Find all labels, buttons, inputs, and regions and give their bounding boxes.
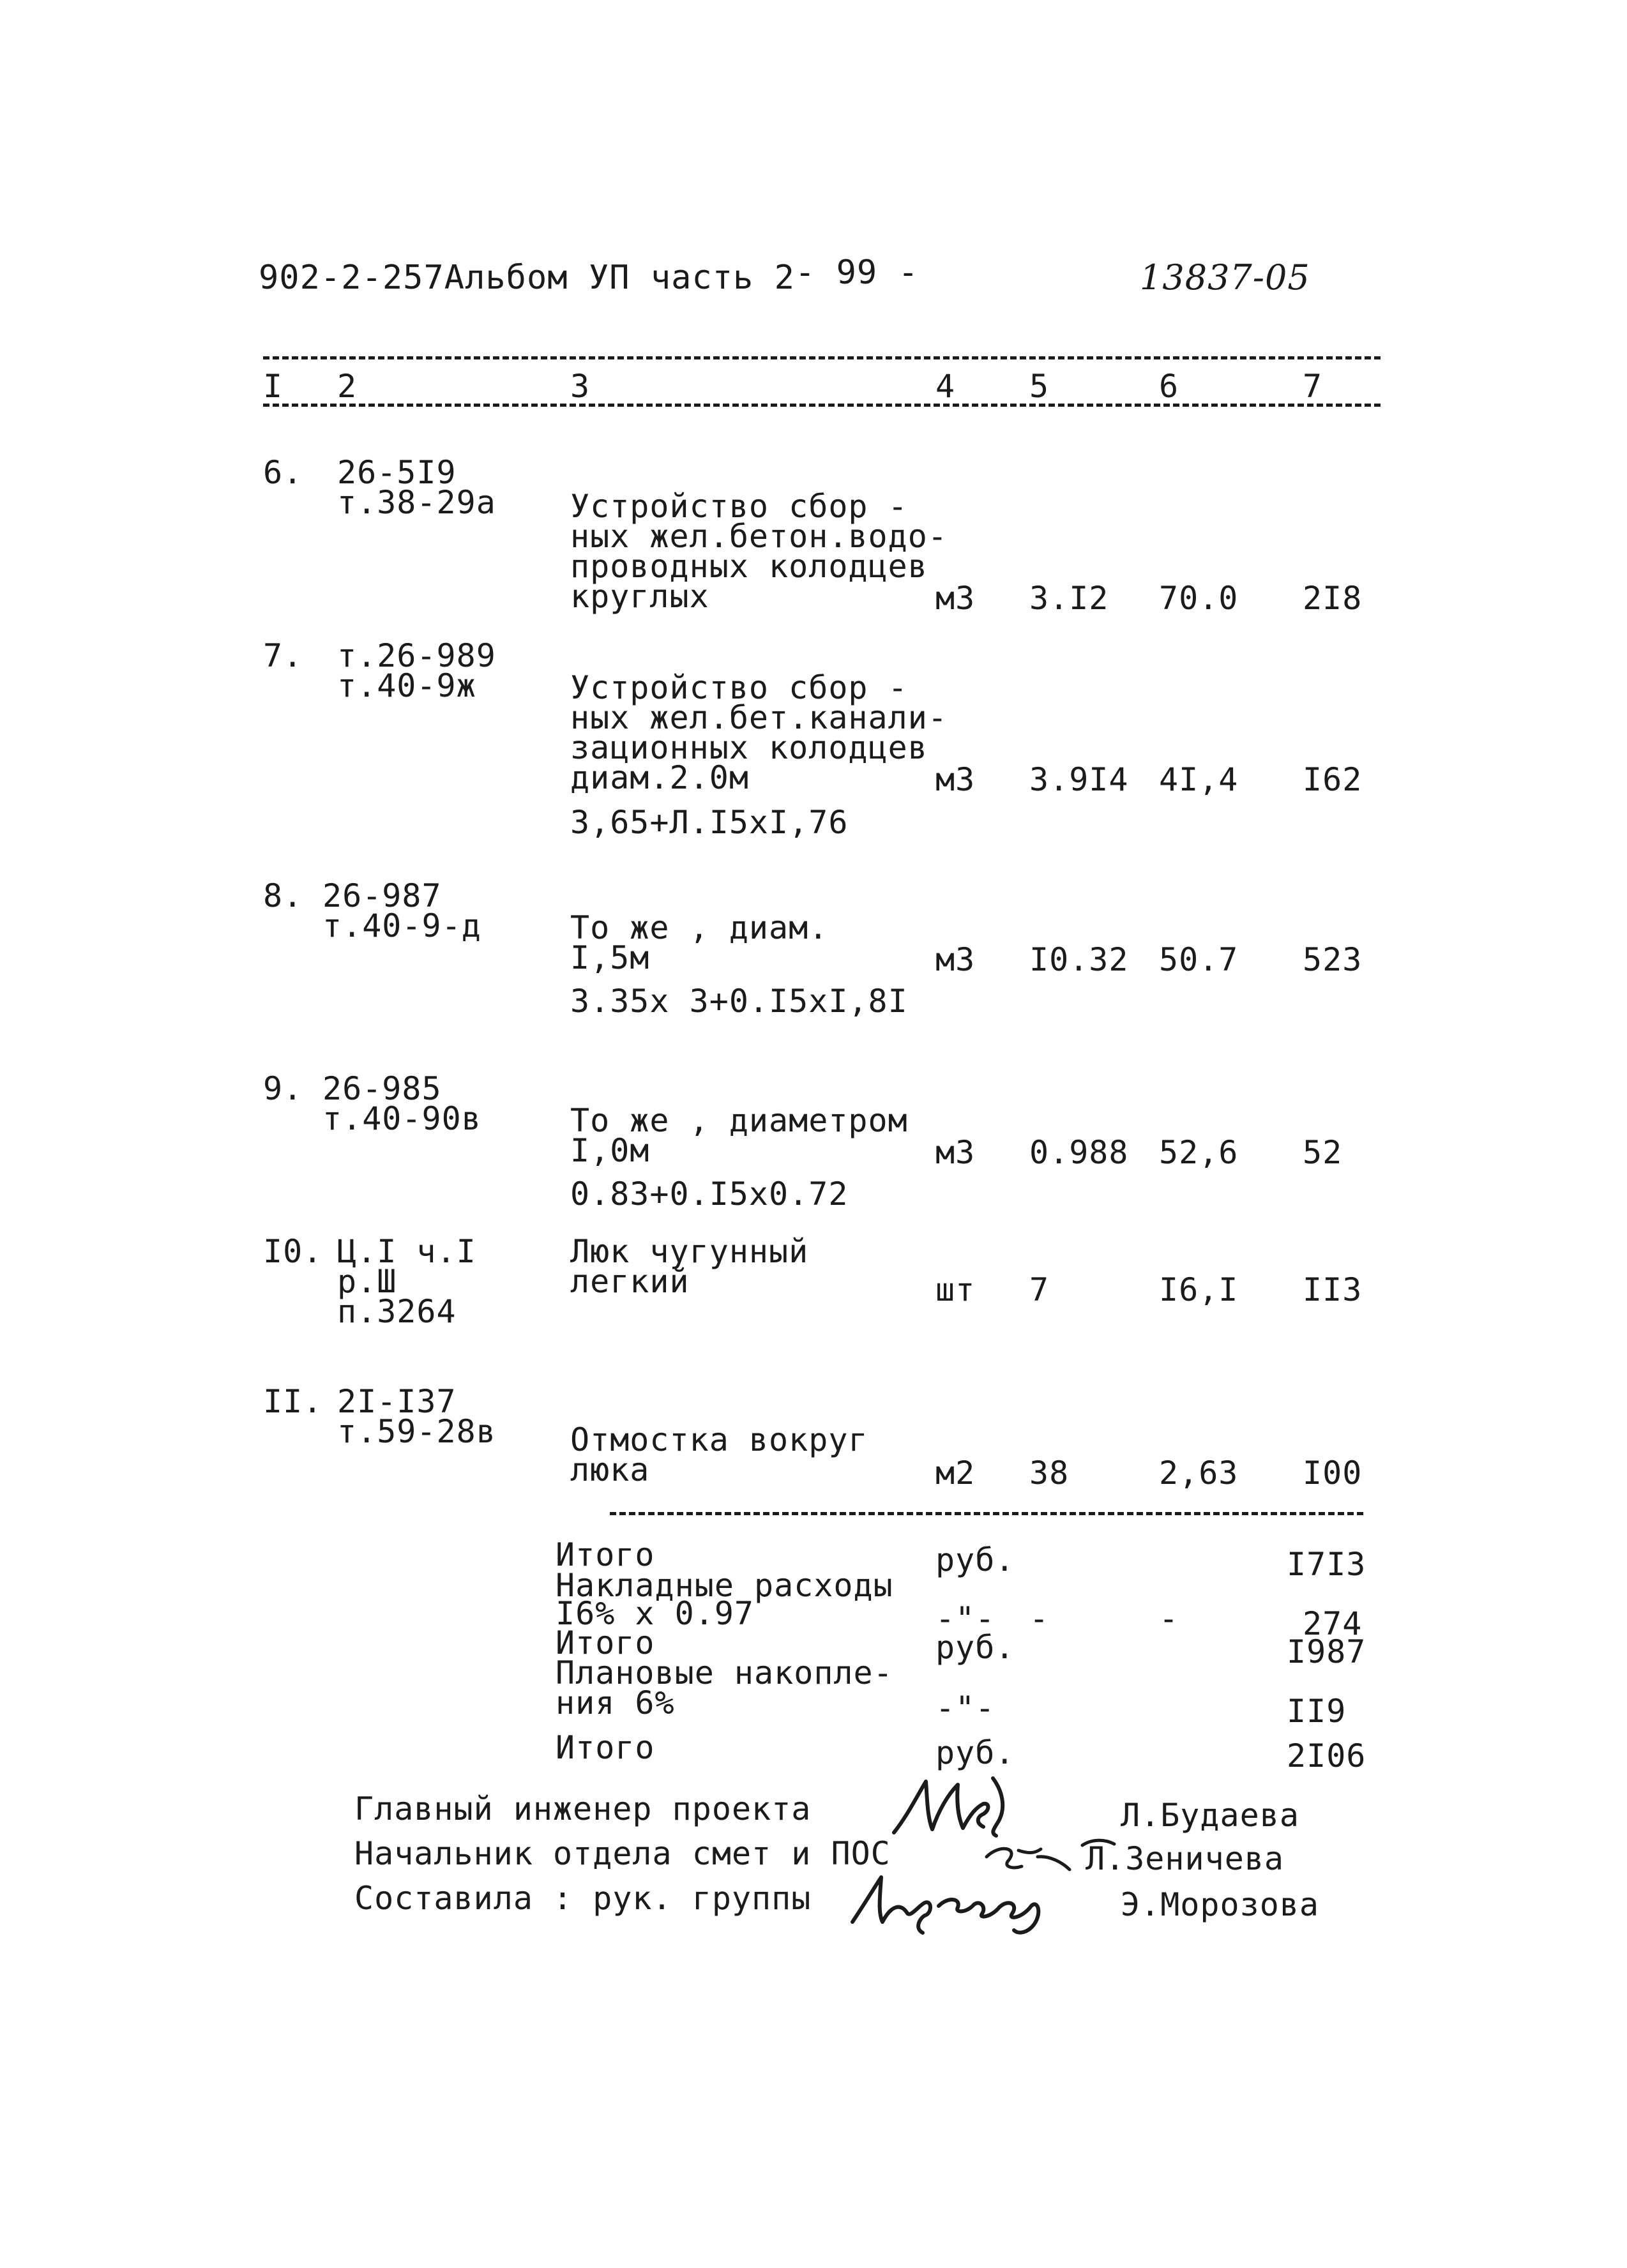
row-number: II. bbox=[263, 1383, 323, 1420]
row-number: 6. bbox=[263, 454, 303, 491]
col-header-7: 7 bbox=[1303, 368, 1323, 405]
row-description: Люк чугунный bbox=[570, 1233, 809, 1270]
col-header-2: 2 bbox=[337, 368, 358, 405]
row-quantity: I0.32 bbox=[1029, 941, 1129, 978]
row-code: Ц.I ч.I bbox=[337, 1233, 476, 1270]
row-quantity: 38 bbox=[1029, 1455, 1070, 1492]
row-number: I0. bbox=[263, 1233, 323, 1270]
signature-name: Л.Зеничева bbox=[1086, 1840, 1285, 1877]
row-quantity: 0.988 bbox=[1029, 1134, 1129, 1171]
row-formula: 3,65+Л.I5хI,76 bbox=[570, 804, 849, 841]
summary-quantity: - bbox=[1029, 1600, 1050, 1637]
row-total: I62 bbox=[1303, 761, 1363, 798]
summary-price: - bbox=[1159, 1600, 1179, 1637]
row-total: II3 bbox=[1303, 1271, 1363, 1308]
row-description: круглых bbox=[570, 578, 709, 615]
row-code: п.3264 bbox=[337, 1293, 457, 1330]
row-description: То же , диам. bbox=[570, 909, 829, 946]
summary-unit: руб. bbox=[935, 1629, 1015, 1666]
row-description: легкий bbox=[570, 1263, 690, 1300]
row-quantity: 7 bbox=[1029, 1271, 1050, 1308]
row-description: люка bbox=[570, 1451, 650, 1488]
header-bottom-rule bbox=[263, 404, 1381, 407]
row-price: 70.0 bbox=[1159, 580, 1239, 617]
col-header-3: 3 bbox=[570, 368, 591, 405]
row-price: 52,6 bbox=[1159, 1134, 1239, 1171]
summary-label: Плановые накопле- bbox=[556, 1654, 893, 1691]
summary-label: Итого bbox=[556, 1536, 655, 1573]
row-total: 2I8 bbox=[1303, 580, 1363, 617]
signature-name: Л.Будаева bbox=[1121, 1797, 1299, 1834]
row-price: 4I,4 bbox=[1159, 761, 1239, 798]
row-quantity: 3.9I4 bbox=[1029, 761, 1129, 798]
signature-position: Составила : рук. группы bbox=[354, 1880, 812, 1917]
summary-unit: руб. bbox=[935, 1541, 1015, 1578]
row-number: 9. bbox=[263, 1070, 303, 1107]
row-number: 7. bbox=[263, 637, 303, 674]
page-number: - 99 - bbox=[795, 253, 919, 292]
row-formula: 3.35х 3+0.I5хI,8I bbox=[570, 983, 908, 1020]
row-total: I00 bbox=[1303, 1455, 1363, 1492]
row-number: 8. bbox=[263, 877, 303, 914]
row-code: 26-5I9 bbox=[337, 454, 457, 491]
signature-position: Начальник отдела смет и ПОС bbox=[354, 1835, 891, 1872]
row-description: I,0м bbox=[570, 1132, 650, 1169]
row-code: 2I-I37 bbox=[337, 1383, 457, 1420]
row-description: зационных колодцев bbox=[570, 729, 928, 766]
signature-position: Главный инженер проекта bbox=[354, 1790, 812, 1827]
row-price: 50.7 bbox=[1159, 941, 1239, 978]
row-description: Отмостка вокруг bbox=[570, 1421, 868, 1458]
row-description: Устройство сбор - bbox=[570, 488, 908, 525]
col-header-1: I bbox=[263, 368, 284, 405]
row-price: 2,63 bbox=[1159, 1455, 1239, 1492]
row-description: Устройство сбор - bbox=[570, 669, 908, 706]
summary-label: ния 6% bbox=[556, 1684, 675, 1721]
stamp-number: 13837-05 bbox=[1140, 257, 1310, 298]
handwritten-signature-icon bbox=[843, 1868, 1060, 1938]
summary-total: 274 bbox=[1303, 1605, 1363, 1642]
col-header-4: 4 bbox=[935, 368, 956, 405]
row-code: 26-985 bbox=[322, 1070, 442, 1107]
row-code: т.40-9ж bbox=[337, 667, 476, 704]
summary-unit: -"- bbox=[935, 1600, 995, 1637]
row-unit: м3 bbox=[935, 941, 976, 978]
row-description: То же , диаметром bbox=[570, 1102, 908, 1139]
row-total: 523 bbox=[1303, 941, 1363, 978]
row-unit: шт bbox=[935, 1271, 976, 1308]
row-code: т.26-989 bbox=[337, 637, 496, 674]
row-quantity: 3.I2 bbox=[1029, 580, 1109, 617]
header-top-rule bbox=[263, 356, 1381, 359]
row-unit: м2 bbox=[935, 1455, 976, 1492]
summary-label: Итого bbox=[556, 1729, 655, 1766]
row-code: 26-987 bbox=[322, 877, 442, 914]
row-description: диам.2.0м bbox=[570, 759, 749, 796]
summary-total: I987 bbox=[1287, 1633, 1366, 1670]
row-description: ных жел.бет.канали- bbox=[570, 699, 948, 736]
row-code: р.Ш bbox=[337, 1263, 397, 1300]
row-unit: м3 bbox=[935, 580, 976, 617]
row-formula: 0.83+0.I5х0.72 bbox=[570, 1176, 849, 1213]
row-description: ных жел.бетон.водо- bbox=[570, 518, 948, 555]
row-description: I,5м bbox=[570, 939, 650, 976]
row-unit: м3 bbox=[935, 761, 976, 798]
row-code: т.40-90в bbox=[322, 1100, 481, 1137]
document-code: 902-2-257Альбом УП часть 2 bbox=[259, 259, 795, 297]
row-price: I6,I bbox=[1159, 1271, 1239, 1308]
summary-unit: -"- bbox=[935, 1690, 995, 1727]
col-header-5: 5 bbox=[1029, 368, 1050, 405]
row-description: проводных колодцев bbox=[570, 548, 928, 585]
summary-label: Накладные расходы bbox=[556, 1567, 893, 1604]
row-code: т.59-28в bbox=[337, 1413, 496, 1450]
col-header-6: 6 bbox=[1159, 368, 1179, 405]
summary-label: Итого bbox=[556, 1624, 655, 1661]
signature-name: Э.Морозова bbox=[1121, 1886, 1320, 1923]
summary-total: II9 bbox=[1287, 1693, 1347, 1730]
summary-rule bbox=[610, 1512, 1363, 1515]
summary-label: I6% х 0.97 bbox=[556, 1595, 755, 1632]
row-code: т.40-9-д bbox=[322, 907, 481, 944]
row-code: т.38-29а bbox=[337, 484, 496, 521]
summary-total: I7I3 bbox=[1287, 1546, 1366, 1583]
summary-total: 2I06 bbox=[1287, 1737, 1366, 1774]
row-unit: м3 bbox=[935, 1134, 976, 1171]
summary-unit: руб. bbox=[935, 1734, 1015, 1771]
row-total: 52 bbox=[1303, 1134, 1343, 1171]
